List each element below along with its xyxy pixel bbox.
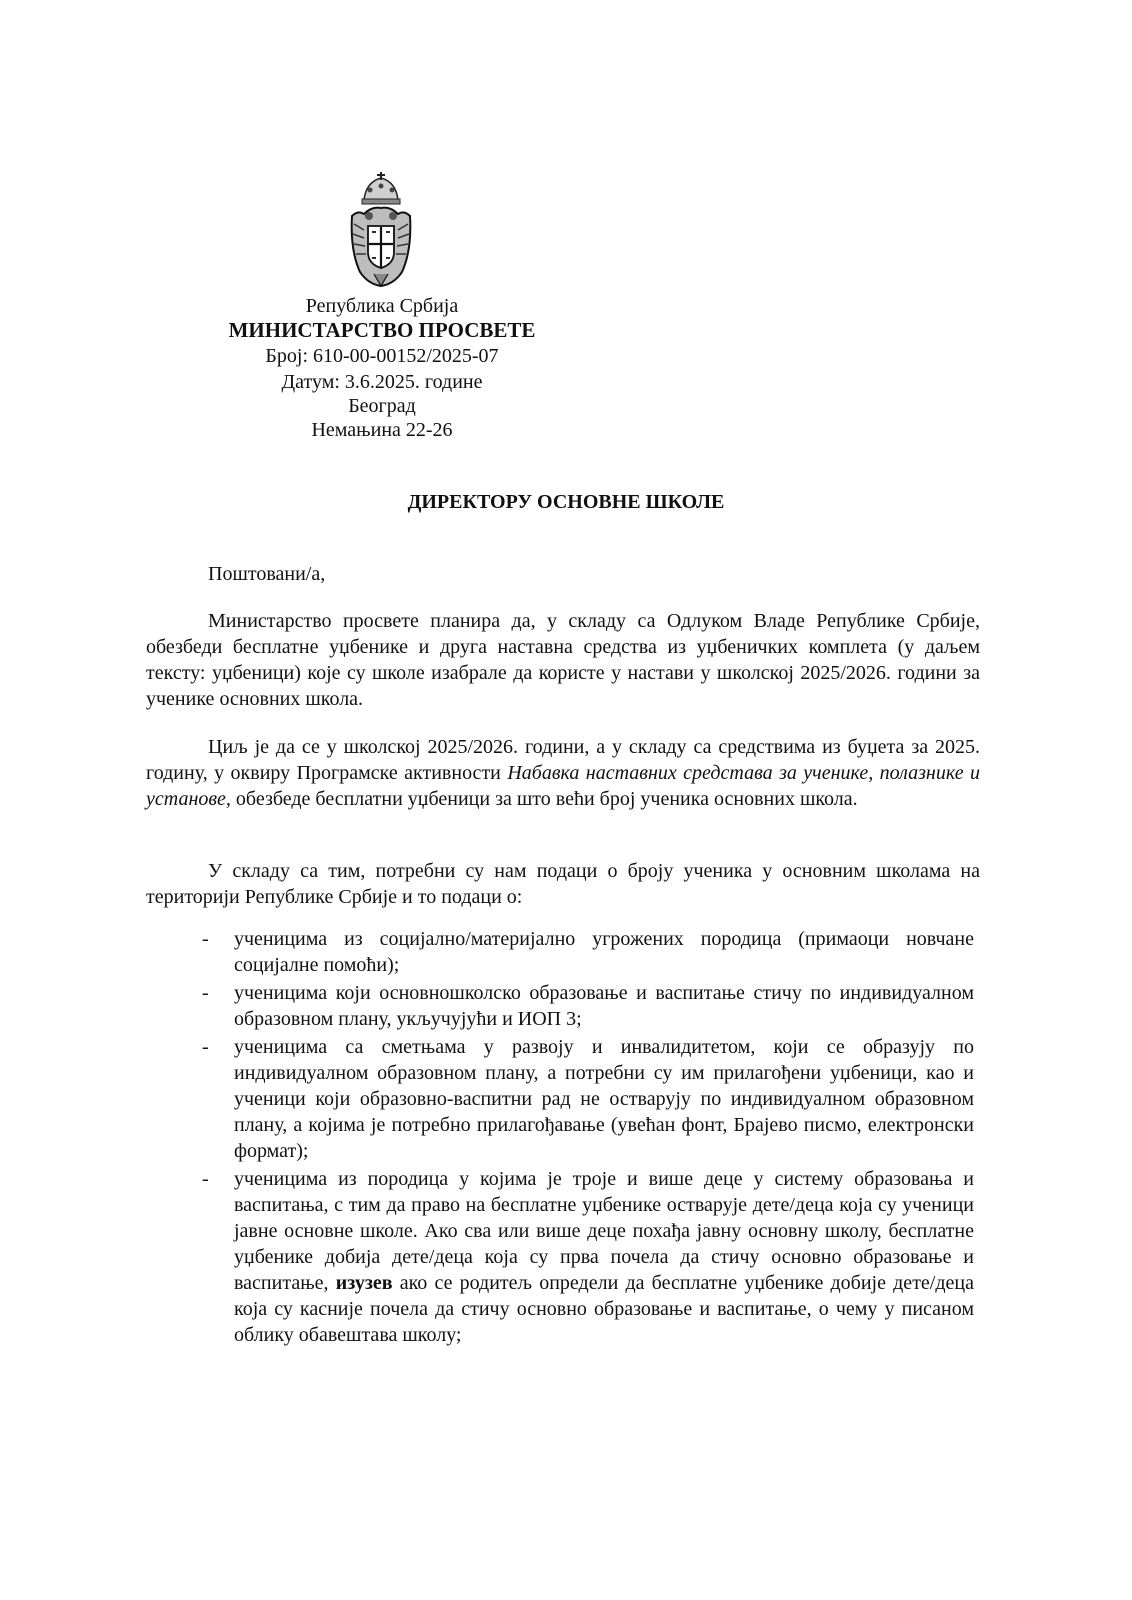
dash-bullet: -	[202, 982, 209, 1004]
coat-of-arms-icon	[346, 172, 416, 288]
list-item	[202, 1034, 974, 1164]
list-item	[202, 1166, 974, 1348]
header-date: Датум: 3.6.2025. године	[281, 371, 483, 393]
header-number: Број: 610-00-00152/2025-07	[265, 345, 499, 367]
list-item-emphasis: изузев	[335, 1272, 393, 1294]
header-city: Београд	[348, 395, 416, 417]
list-item	[202, 980, 974, 1032]
paragraph-3: У складу са тим, потребни су нам подаци о броју ученика у основним школама на територији Републике Србије и то подаци о:	[146, 860, 980, 908]
header-ministry: МИНИСТАРСТВО ПРОСВЕТЕ	[228, 318, 536, 342]
paragraph-2-text-end: обезбеде бесплатни уџбеници за што већи број ученика основних школа.	[230, 788, 858, 810]
header-address: Немањина 22-26	[311, 419, 453, 441]
list-item-text: ученицима који основношколско образовање и васпитање стичу по индивидуалном образовном плану, укључујући и ИОП 3;	[234, 982, 974, 1030]
dash-bullet: -	[202, 1168, 209, 1190]
student-category-list	[0, 926, 1132, 1350]
paragraph-1: Министарство просвете планира да, у складу са Одлуком Владе Републике Србије, обезбеди бесплатне уџбенике и друга наставна средства из уџбеничких комплета (у даљем тексту: уџбеници) које су школе изабрале да користе у настави у школској 2025/2026. години за ученике основних школа.	[146, 610, 980, 710]
greeting: Поштовани/а,	[208, 563, 326, 585]
list-item-text: ученицима из социјално/материјално угрожених породица (примаоци новчане социјалне помоћи);	[234, 928, 974, 976]
dash-bullet: -	[202, 928, 209, 950]
list-item-text: ученицима са сметњама у развоју и инвалидитетом, који се образују по индивидуалном образовном плану, а потребни су им прилагођени уџбеници, као и ученици који образовно-васпитни рад не остварују по индивидуалном образовном плану, а којима је потребно прилагођавање (увећан фонт, Брајево писмо, електронски формат);	[234, 1036, 974, 1162]
program-activity-name: Набавка наставних средстава за ученике, полазнике и установе,	[146, 762, 981, 810]
paragraph-2	[146, 734, 980, 812]
dash-bullet: -	[202, 1036, 209, 1058]
list-item-text-end: ако се родитељ определи да бесплатне уџбенике добије дете/деца која су касније почела да стичу основно образовање и васпитање, о чему у писаном облику обавештава школу;	[234, 1272, 974, 1346]
paragraph-2-text: Циљ је да се у школској 2025/2026. години, а у складу са средствима из буџета за 2025. годину, у оквиру Програмске активности	[146, 736, 980, 784]
header-republic: Република Србија	[305, 295, 459, 317]
list-item	[202, 926, 974, 978]
recipient-heading: ДИРЕКТОРУ ОСНОВНЕ ШКОЛЕ	[407, 491, 725, 513]
list-item-text: ученицима из породица у којима је троје и више деце у систему образовања и васпитања, с тим да право на бесплатне уџбенике остварује дете/деца која су ученици јавне основне школе. Ако сва или више деце похађа јавну основну школу, бесплатне уџбенике добија дете/деца која су прва почела да стичу основно образовање и васпитање,	[234, 1168, 974, 1294]
